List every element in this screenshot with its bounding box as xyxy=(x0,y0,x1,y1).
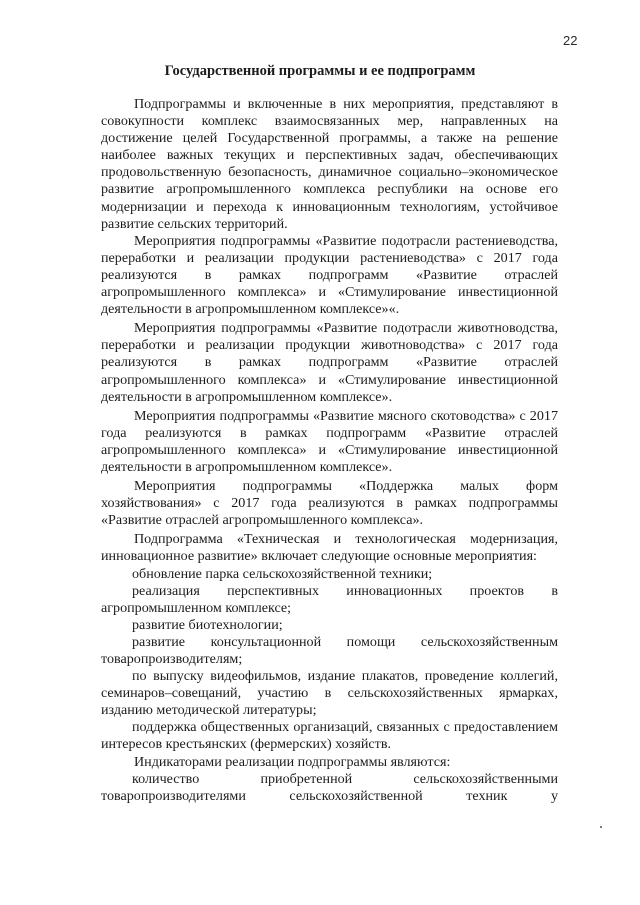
list-item: по выпуску видеофильмов, издание плакатов, проведение коллегий, семинаров–совещаний, участию в сельскохозяйственных ярмарках, изданию методической литературы; xyxy=(101,668,558,719)
section-heading: Государственной программы и ее подпрограмм xyxy=(164,63,476,79)
paragraph-crop-production: Мероприятия подпрограммы «Развитие подотрасли растениеводства, переработки и реализации продукции растениеводства» с 2017 года реализуются в рамках подпрограмм «Развитие отраслей агропромышленного комплекса» и «Стимулирование инвестиционной деятельности в агропромышленном комплексе»«. xyxy=(101,232,558,318)
list-item: реализация перспективных инновационных проектов в агропромышленном комплексе; xyxy=(101,582,558,616)
indicators-intro: Индикаторами реализации подпрограммы являются: xyxy=(134,753,451,770)
paragraph-modernization: Подпрограмма «Техническая и технологическая модернизация, инновационное развитие» включает следующие основные мероприятия: xyxy=(101,531,558,565)
paragraph-beef-cattle: Мероприятия подпрограммы «Развитие мясного скотоводства» с 2017 года реализуются в рамках подпрограмм «Развитие отраслей агропромышленного комплекса» и «Стимулирование инвестиционной деятельности в агропромышленном комплексе». xyxy=(101,407,558,475)
paragraph-livestock: Мероприятия подпрограммы «Развитие подотрасли животноводства, переработки и реализации продукции животноводства» с 2017 года реализуются в рамках подпрограмм «Развитие отраслей агропромышленного комплекса» и «Стимулирование инвестиционной деятельности в агропромышленном комплексе». xyxy=(101,320,558,405)
indicator-item: количество приобретенной сельскохозяйственными товаропроизводителями сельскохозяйственной техник у xyxy=(101,770,558,804)
list-item: обновление парка сельскохозяйственной техники; xyxy=(132,565,433,582)
list-item: развитие биотехнологии; xyxy=(132,616,283,633)
paragraph-small-farms: Мероприятия подпрограммы «Поддержка малых форм хозяйствования» с 2017 года реализуются в рамках подпрограммы «Развитие отраслей агропромышленного комплекса». xyxy=(101,478,558,529)
body-text xyxy=(101,96,558,805)
paragraph-intro: Подпрограммы и включенные в них мероприятия, представляют в совокупности комплекс взаимосвязанных мер, направленных на достижение целей Государственной программы, а также на решение наиболее важных текущих и перспективных задач, обеспечивающих продовольственную безопасность, динамичное социально–экономическое развитие агропромышленного комплекса республики на основе его модернизации и перехода к инновационным технологиям, устойчивое развитие сельских территорий. xyxy=(101,96,558,232)
list-item: развитие консультационной помощи сельскохозяйственным товаропроизводителям; xyxy=(101,633,558,667)
list-item: поддержка общественных организаций, связанных с предоставлением интересов крестьянских (фермерских) хозяйств. xyxy=(101,719,558,753)
page-number: 22 xyxy=(563,33,578,48)
scan-speck xyxy=(600,826,602,828)
